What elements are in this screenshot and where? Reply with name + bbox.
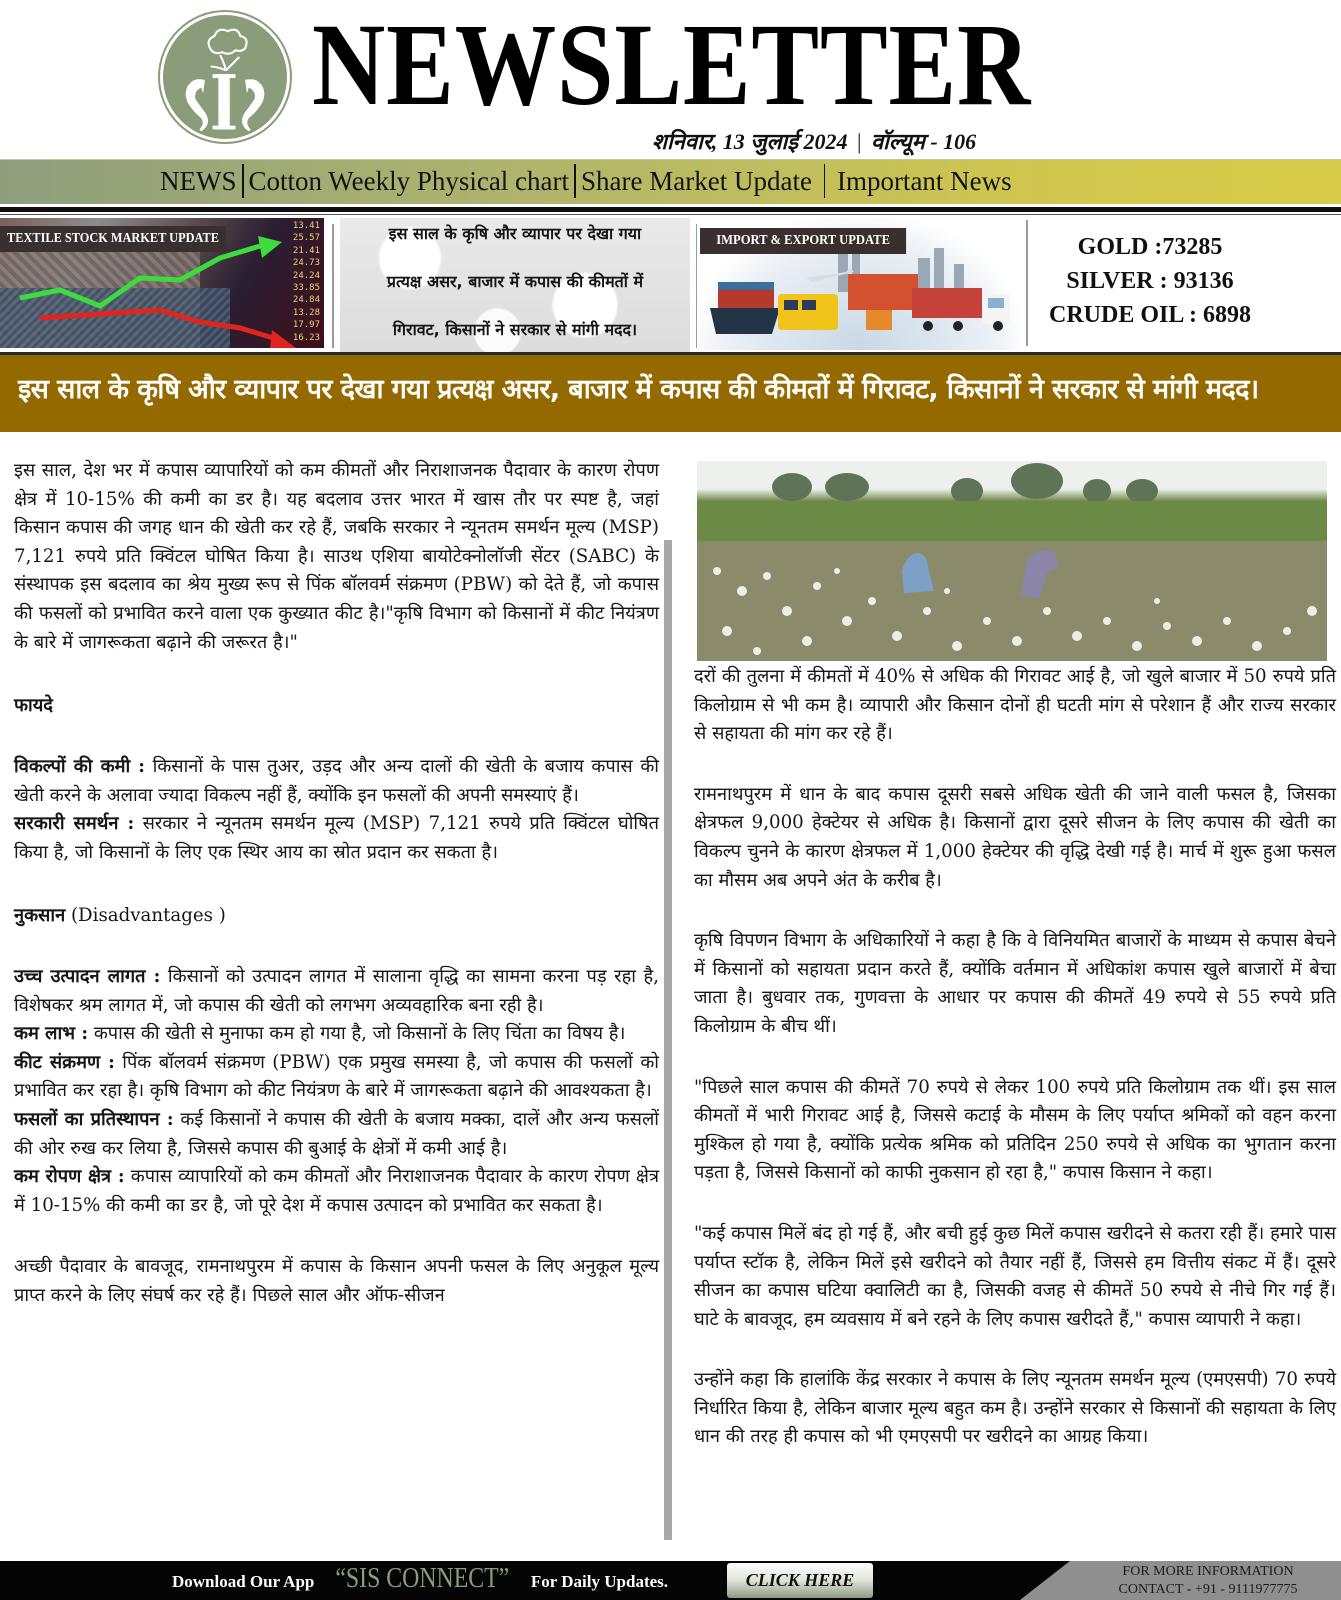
article-paragraph: "कई कपास मिलें बंद हो गई हैं, और बची हुई कुछ मिलें कपास खरीदने से कतरा रही हैं। हमारे पास पर्याप्त स्टॉक है, लेकिन मिलें इसे खरीदने को तैयार नहीं हैं, जिससे हम वित्तीय संकट में हैं। दूसरे सीजन का कपास घटिया क्वालिटी का है, जिसकी वजह से कीमतें 50 रुपये से नीचे गिर गई हैं। घाटे के बावजूद, हम व्यवसाय में बने रहने के लिए कपास खरीदते हैं," कपास व्यापारी ने कहा। (694, 1222, 1336, 1330)
silver-price: SILVER : 93136 (1066, 268, 1234, 294)
ticker-value: 24.84 (292, 295, 320, 306)
disadvantage-text: पिंक बॉलवर्म संक्रमण (PBW) एक प्रमुख समस्या है, जो कपास की फसलों को प्रभावित कर रहा है। कृषि विभाग को कीट नियंत्रण के बारे में जागरूकता बढ़ाने की आवश्यकता है। (14, 1051, 660, 1102)
advantage-text: किसानों के पास तुअर, उड़द और अन्य दालों की खेती के बजाय कपास की खेती करने के अलावा ज्यादा विकल्प नहीं हैं, क्योंकि इन फसलों की अपनी समस्याएं हैं। (14, 755, 659, 806)
dateline-separator: | (857, 129, 862, 154)
article-left-column (14, 457, 659, 1310)
header-rule-thin (0, 214, 1341, 215)
commodity-prices (1040, 230, 1260, 332)
disadvantage-text: कपास की खेती से मुनाफा कम हो गया है, जो किसानों के लिए चिंता का विषय है। (88, 1023, 626, 1045)
nav-link-important-news[interactable]: Important News (836, 165, 1012, 196)
promo-suffix: For Daily Updates. (530, 1572, 669, 1591)
article-paragraph: कृषि विपणन विभाग के अधिकारियों ने कहा है कि वे विनियमित बाजारों के माध्यम से कपास बेचने में किसानों को सहायता प्रदान करते हैं, क्योंकि वर्तमान में अधिकांश कपास खुले बाजारों में बेचा जाता है। बुधवार तक, गुणवत्ता के आधार पर कपास की कीमतें 49 रुपये से 55 रुपये प्रति किलोग्राम के बीच थीं। (694, 930, 1336, 1037)
click-here-button[interactable]: CLICK HERE (727, 1563, 873, 1598)
disadvantage-text: किसानों को उत्पादन लागत में सालाना वृद्धि का सामना करना पड़ रहा है, विशेषकर श्रम लागत में, जो कपास की खेती को लगभग अव्यवहारिक बना रही है। (14, 966, 659, 1016)
advantage-item (14, 810, 659, 867)
feature-strip (0, 218, 1341, 352)
disadvantage-text: कई किसानों ने कपास की खेती के बजाय मक्का, दालें और अन्य फसलों की ओर रुख कर लिया है, जिससे कपास की बुआई के क्षेत्रों में कमी आई है। (14, 1109, 659, 1159)
cotton-boll-logo-icon (163, 15, 287, 139)
cotton-headline-card[interactable] (340, 218, 690, 352)
cotton-card-line: गिरावट, किसानों ने सरकार से मांगी मदद। (392, 320, 638, 339)
advantage-term: विकल्पों की कमी : (14, 755, 146, 777)
ticker-value: 24.73 (292, 258, 320, 269)
more-info-label: FOR MORE INFORMATION (1122, 1564, 1294, 1579)
ticker-value: 13.41 (292, 221, 320, 231)
ticker-value: 33.85 (292, 283, 320, 294)
disadvantage-term: उच्च उत्पादन लागत : (14, 966, 161, 988)
ticker-value: 24.24 (292, 270, 320, 281)
gold-price: GOLD :73285 (1077, 234, 1223, 260)
disadvantage-term: फसलों का प्रतिस्थापन : (14, 1109, 174, 1131)
footer-slant (1020, 1561, 1070, 1600)
column-divider (664, 540, 672, 1540)
disadvantage-term: कीट संक्रमण : (14, 1051, 115, 1073)
cotton-pickers-image-icon (697, 461, 1327, 661)
article-headline: इस साल के कृषि और व्यापार पर देखा गया प्रत्यक्ष असर, बाजार में कपास की कीमतों में गिरावट, किसानों ने सरकार से मांगी मदद। (18, 374, 1259, 405)
article-paragraph: दरों की तुलना में कीमतों में 40% से अधिक की गिरावट आई है, जो खुले बाजार में 50 रुपये प्रति किलोग्राम से भी कम है। व्यापारी और किसान दोनों ही घटती मांग से परेशान हैं और राज्य सरकार से सहायता की मांग कर रहे हैं। (694, 666, 1336, 745)
disadvantages-heading (14, 902, 659, 931)
disadvantage-text: कपास व्यापारियों को कम कीमतों और निराशाजनक पैदावार के कारण रोपण क्षेत्र में 10-15% की कमी का डर है, जो पूरे देश में कपास उत्पादन को प्रभावित कर सकता है। (14, 1166, 660, 1216)
headline-banner (0, 352, 1341, 432)
sis-logo (160, 12, 290, 142)
nav-divider (574, 164, 576, 198)
newsletter-title: NEWSLETTER (312, 0, 1032, 130)
article-paragraph: रामनाथपुरम में धान के बाद कपास दूसरी सबसे अधिक खेती की जाने वाली फसल है, जिसका क्षेत्रफल 9,000 हेक्टेयर से अधिक है। किसानों द्वारा दूसरे सीजन के लिए कपास की खेती का विकल्प चुनने के कारण क्षेत्रफल में 1,000 हेक्टेयर की वृद्धि देखी गई है। मार्च में शुरू हुआ फसल का मौसम अब अपने अंत के करीब है। (694, 783, 1336, 891)
ticker-value: 13.28 (292, 307, 320, 318)
advantage-term: सरकारी समर्थन : (14, 813, 135, 835)
textile-stock-market-tag: TEXTILE STOCK MARKET UPDATE (0, 226, 226, 252)
feature-divider (696, 224, 697, 348)
intro-paragraph: इस साल, देश भर में कपास व्यापारियों को कम कीमतों और निराशाजनक पैदावार के कारण रोपण क्षेत्र में 10-15% की कमी का डर है। यह बदलाव उत्तर भारत में खास तौर पर स्पष्ट है, जहां किसान कपास की जगह धान की खेती कर रहे हैं, जबकि सरकार ने न्यूनतम समर्थन मूल्य (MSP) 7,121 रुपये प्रति क्विंटल घोषित किया है। साउथ एशिया बायोटेक्नोलॉजी सेंटर (SABC) के संस्थापक इस बदलाव का श्रेय मुख्य रूप से पिंक बॉलवर्म संक्रमण (PBW) को देते हैं, जो कपास की फसलों को प्रभावित करने वाला एक कुख्यात कीट है।"कृषि विभाग को किसानों में कीट नियंत्रण के बारे में जागरूकता बढ़ाने की जरूरत है।" (14, 460, 659, 653)
textile-stock-market-card[interactable] (0, 218, 324, 348)
ticker-value: 16.23 (292, 332, 320, 343)
article-paragraph: उन्होंने कहा कि हालांकि केंद्र सरकार ने कपास के लिए न्यूनतम समर्थन मूल्य (एमएसपी) 70 रुपये निर्धारित किया है, लेकिन बाजार मूल्य बहुत कम है। उन्होंने सरकार से किसानों की सहायता के लिए धान की तरह ही कपास को भी एमएसपी पर खरीदने का आग्रह किया। (694, 1369, 1336, 1448)
disadvantage-item (14, 963, 659, 1020)
ticker-value: 21.41 (292, 245, 320, 256)
masthead (0, 0, 1341, 158)
nav-link-news[interactable]: NEWS (160, 165, 237, 196)
issue-volume: वॉल्यूम - 106 (870, 129, 977, 154)
crude-oil-price: CRUDE OIL : 6898 (1048, 302, 1252, 328)
promo-prefix: Download Our App (172, 1572, 315, 1591)
nav-link-cotton-weekly-chart[interactable]: Cotton Weekly Physical chart (248, 165, 570, 196)
disadvantage-item (14, 1163, 659, 1220)
cotton-card-line: इस साल के कृषि और व्यापार पर देखा गया (388, 224, 642, 243)
app-name: “SIS CONNECT” (335, 1563, 510, 1594)
nav-link-share-market-update[interactable]: Share Market Update (581, 165, 812, 196)
dateline (652, 126, 976, 156)
contact-info (1088, 1563, 1328, 1599)
header-rule (0, 207, 1341, 212)
closing-paragraph: अच्छी पैदावार के बावजूद, रामनाथपुरम में कपास के किसान अपनी फसल के लिए अनुकूल मूल्य प्राप्त करने के लिए संघर्ष कर रहे हैं। पिछले साल और ऑफ-सीजन (14, 1256, 659, 1306)
import-export-card[interactable] (698, 218, 1020, 350)
cotton-card-line: प्रत्यक्ष असर, बाजार में कपास की कीमतों में (386, 272, 644, 291)
advantages-heading: फायदे (14, 694, 53, 716)
advantage-item (14, 753, 659, 810)
disadvantages-heading-en: (Disadvantages ) (65, 904, 226, 926)
disadvantages-heading-hi: नुकसान (14, 904, 66, 926)
ticker-value: 25.57 (292, 233, 320, 244)
issue-day: शनिवार, (652, 129, 718, 154)
cotton-field-photo (697, 461, 1327, 661)
article-right-column (694, 663, 1336, 1452)
nav-divider (824, 164, 825, 198)
feature-divider (1026, 220, 1028, 346)
app-promo (172, 1563, 668, 1595)
disadvantage-item (14, 1106, 659, 1163)
disadvantage-item (14, 1020, 659, 1049)
nav-divider (242, 164, 244, 198)
issue-date: 13 जुलाई 2024 (722, 129, 848, 154)
contact-phone: CONTACT - +91 - 9111977775 (1118, 1582, 1298, 1597)
advantage-text: सरकार ने न्यूनतम समर्थन मूल्य (MSP) 7,121 रुपये प्रति क्विंटल घोषित किया है, जो किसानों के लिए एक स्थिर आय का स्रोत प्रदान कर सकता है। (14, 813, 660, 863)
article-paragraph: "पिछले साल कपास की कीमतें 70 रुपये से लेकर 100 रुपये प्रति किलोग्राम तक थीं। इस साल कीमतों में भारी गिरावट आई है, जिससे कटाई के मौसम के लिए पर्याप्त श्रमिकों को वहन करना मुश्किल हो गया है, क्योंकि प्रत्येक श्रमिक को प्रतिदिन 250 रुपये से अधिक का भुगतान करना पड़ता है, जिससे किसानों को काफी नुकसान हो रहा है," कपास किसान ने कहा। (694, 1076, 1336, 1184)
disadvantage-term: कम रोपण क्षेत्र : (14, 1166, 125, 1188)
ticker-value: 17.97 (292, 320, 320, 331)
import-export-tag: IMPORT & EXPORT UPDATE (700, 228, 906, 254)
section-nav (0, 159, 1341, 204)
disadvantage-term: कम लाभ : (14, 1023, 89, 1045)
disadvantage-item (14, 1049, 659, 1106)
feature-divider (332, 224, 334, 348)
